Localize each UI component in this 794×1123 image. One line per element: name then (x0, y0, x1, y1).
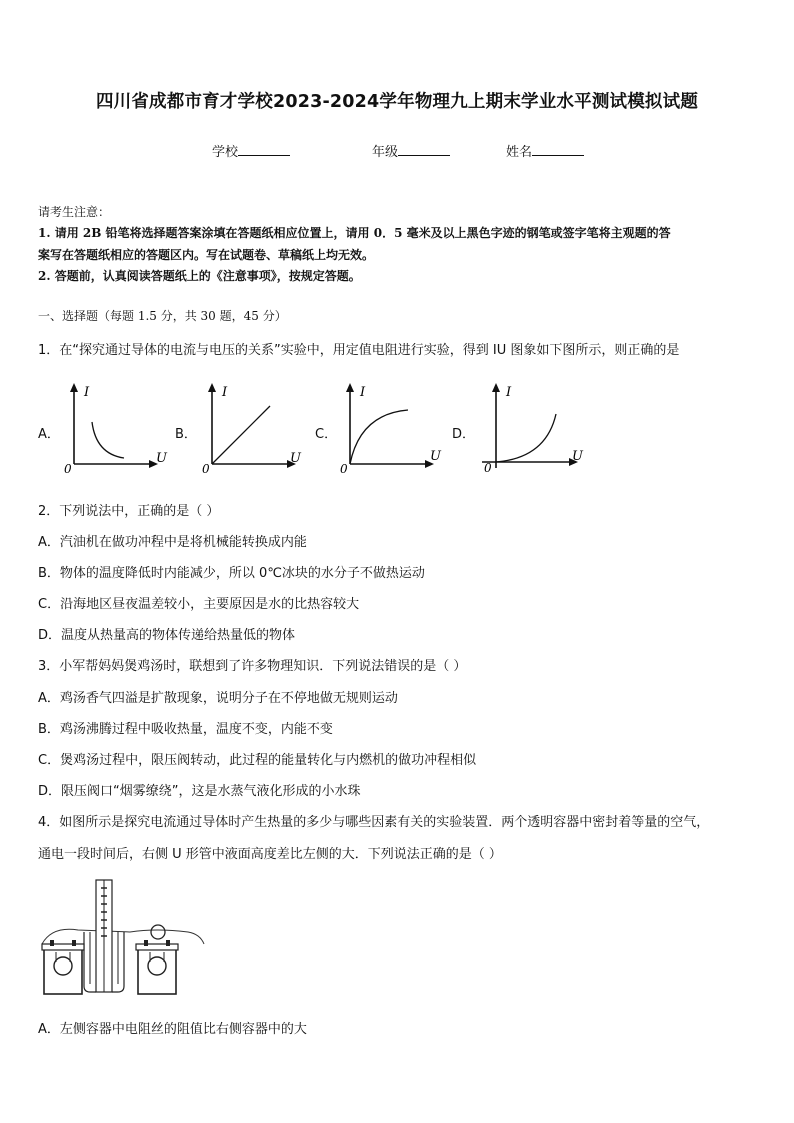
name-field (506, 141, 584, 160)
school-label: 学校 (212, 145, 239, 160)
q4-stem-line-1: 4．如图所示是探究电流通过导体时产生热量的多少与哪些因素有关的实验装置．两个透明容器中密封着等量的空气， (38, 815, 710, 830)
school-blank[interactable] (238, 143, 290, 156)
q1-graph-a (60, 380, 175, 475)
q2-option-b[interactable]: B．物体的温度降低时内能减少，所以 0℃冰块的水分子不做热运动 (38, 566, 425, 581)
school-field (212, 141, 290, 160)
q2-stem: 2．下列说法中，正确的是（ ） (38, 504, 220, 519)
grade-label: 年级 (372, 145, 399, 160)
q1-stem: 1．在“探究通过导体的电流与电压的关系”实验中，用定值电阻进行实验，得到 IU 图象如下图所示，则正确的是 (38, 343, 680, 358)
name-label: 姓名 (506, 145, 533, 160)
q1-graph-d-origin: 0 (484, 461, 492, 475)
page-title: 四川省成都市育才学校2023-2024学年物理九上期末学业水平测试模拟试题 (95, 92, 699, 112)
q2-option-c[interactable]: C．沿海地区昼夜温差较小，主要原因是水的比热容较大 (38, 597, 360, 612)
grade-field (372, 141, 450, 160)
q4-apparatus-figure (38, 874, 208, 1002)
q3-stem: 3．小军帮妈妈煲鸡汤时，联想到了许多物理知识．下列说法错误的是（ ） (38, 659, 467, 674)
q4-option-a[interactable]: A．左侧容器中电阻丝的阻值比右侧容器中的大 (38, 1022, 307, 1037)
name-blank[interactable] (532, 143, 584, 156)
notice-line-1a: 1. 请用 2B 铅笔将选择题答案涂填在答题纸相应位置上，请用 0．5 毫米及以上黑色字迹的钢笔或签字笔将主观题的答 (38, 226, 671, 240)
q1-graph-a-ylabel: I (84, 385, 90, 400)
q1-graph-a-curve (92, 422, 124, 458)
q1-graph-a-xlabel: U (156, 451, 167, 466)
q1-graph-c-curve (350, 410, 408, 464)
q1-option-c-label[interactable]: C． (315, 427, 338, 442)
q1-graph-c-xlabel: U (430, 449, 441, 464)
q1-option-d-label[interactable]: D． (452, 427, 476, 442)
q3-option-c[interactable]: C．煲鸡汤过程中，限压阀转动，此过程的能量转化与内燃机的做功冲程相似 (38, 753, 477, 768)
q3-option-d[interactable]: D．限压阀口“烟雾缭绕”，这是水蒸气液化形成的小水珠 (38, 784, 361, 799)
q3-option-a[interactable]: A．鸡汤香气四溢是扩散现象，说明分子在不停地做无规则运动 (38, 691, 398, 706)
section-heading: 一、选择题（每题 1.5 分，共 30 题，45 分） (38, 309, 287, 323)
notice-line-2: 2. 答题前，认真阅读答题纸上的《注意事项》，按规定答题。 (38, 269, 361, 283)
q1-graph-b-line (212, 406, 270, 464)
q2-option-d[interactable]: D．温度从热量高的物体传递给热量低的物体 (38, 628, 296, 643)
q1-graph-d-ylabel: I (506, 385, 512, 400)
q1-graph-b (198, 380, 313, 475)
q1-graph-b-xlabel: U (290, 451, 301, 466)
notice-line-1b: 案写在答题纸相应的答题区内。写在试题卷、草稿纸上均无效。 (38, 248, 375, 262)
q4-stem-line-2: 通电一段时间后，右侧 U 形管中液面高度差比左侧的大．下列说法正确的是（ ） (38, 847, 502, 862)
q1-graph-d-curve (496, 414, 556, 462)
q1-graph-a-origin: 0 (64, 462, 72, 475)
q1-graph-b-origin: 0 (202, 462, 210, 475)
q1-graph-b-ylabel: I (222, 385, 228, 400)
q1-graph-d-xlabel: U (572, 449, 583, 464)
q3-option-b[interactable]: B．鸡汤沸腾过程中吸收热量，温度不变，内能不变 (38, 722, 333, 737)
q1-option-a-label[interactable]: A． (38, 427, 60, 442)
notice-heading: 请考生注意： (38, 205, 111, 219)
q1-graph-c-origin: 0 (340, 462, 348, 475)
q1-graph-c (336, 380, 451, 475)
q2-option-a[interactable]: A．汽油机在做功冲程中是将机械能转换成内能 (38, 535, 307, 550)
grade-blank[interactable] (398, 143, 450, 156)
q1-graph-d (476, 380, 591, 475)
q1-option-b-label[interactable]: B． (175, 427, 197, 442)
q1-graph-c-ylabel: I (360, 385, 366, 400)
